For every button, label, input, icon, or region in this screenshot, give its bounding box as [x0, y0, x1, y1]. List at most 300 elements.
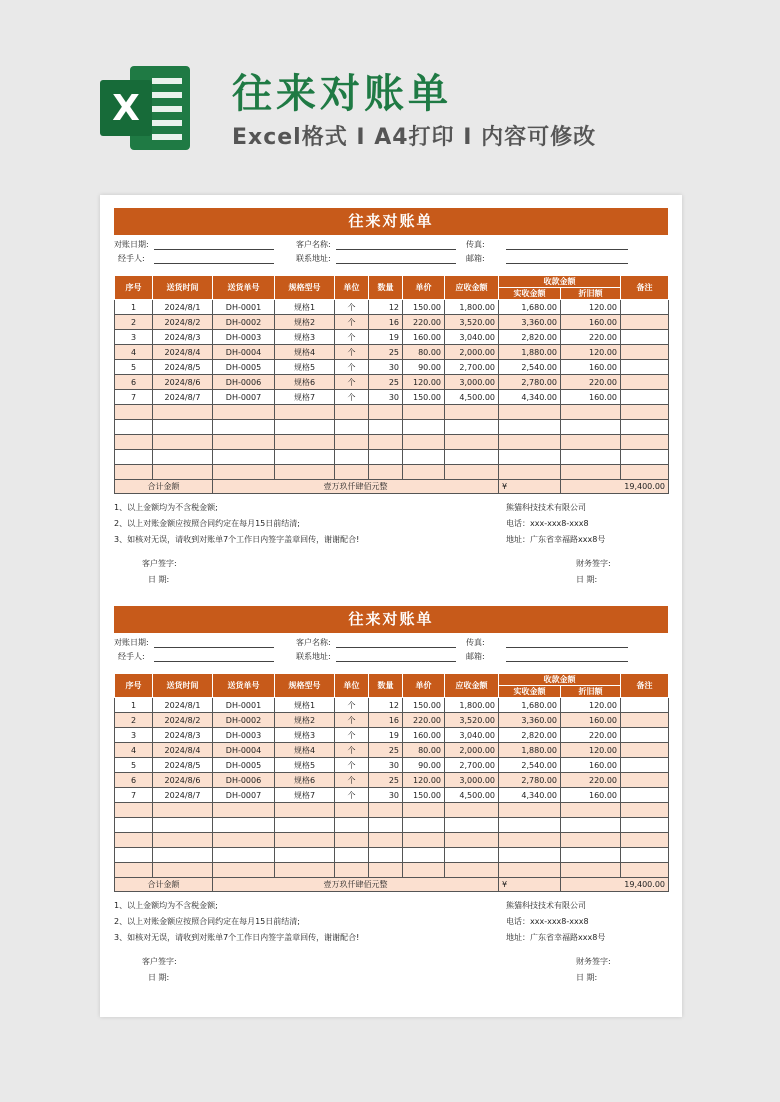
cell-seq — [115, 435, 153, 450]
table-row — [115, 833, 669, 848]
table-row — [115, 465, 669, 480]
cell-order — [213, 465, 275, 480]
cell-spec: 规格1 — [275, 698, 335, 713]
note-2: 2、以上对账金额应按照合同约定在每月15日前结清; — [114, 917, 300, 926]
cell-remark — [621, 788, 669, 803]
cell-seq — [115, 465, 153, 480]
cell-actual: 4,340.00 — [499, 390, 561, 405]
cell-discount — [561, 465, 621, 480]
cell-order: DH-0003 — [213, 728, 275, 743]
cell-receivable: 4,500.00 — [445, 390, 499, 405]
cell-spec: 规格4 — [275, 345, 335, 360]
table-row — [115, 330, 669, 345]
cell-seq: 3 — [115, 728, 153, 743]
cell-time — [153, 465, 213, 480]
cell-spec — [275, 848, 335, 863]
cell-order: DH-0004 — [213, 743, 275, 758]
cell-receivable — [445, 803, 499, 818]
cell-discount: 160.00 — [561, 360, 621, 375]
header-seq: 序号 — [115, 674, 153, 698]
cell-receivable: 2,700.00 — [445, 758, 499, 773]
cell-spec — [275, 833, 335, 848]
cell-spec — [275, 435, 335, 450]
cell-discount: 120.00 — [561, 698, 621, 713]
cell-qty — [369, 405, 403, 420]
header-received-group: 收款金额 — [499, 276, 621, 288]
cell-actual: 2,540.00 — [499, 360, 561, 375]
cell-time: 2024/8/1 — [153, 300, 213, 315]
cell-seq: 1 — [115, 698, 153, 713]
cell-remark — [621, 330, 669, 345]
cell-qty: 30 — [369, 758, 403, 773]
cell-remark — [621, 420, 669, 435]
cell-unit: 个 — [335, 315, 369, 330]
handler-label: 经手人: — [118, 652, 145, 661]
cell-qty: 25 — [369, 345, 403, 360]
cell-discount: 220.00 — [561, 375, 621, 390]
cell-price — [403, 465, 445, 480]
cell-order: DH-0001 — [213, 300, 275, 315]
cell-actual — [499, 450, 561, 465]
company-address: 地址：广东省幸福路xxx8号 — [506, 535, 606, 544]
cell-discount — [561, 863, 621, 878]
cell-remark — [621, 848, 669, 863]
cell-time: 2024/8/5 — [153, 360, 213, 375]
cell-order — [213, 803, 275, 818]
note-1: 1、以上金额均为不含税金额; — [114, 503, 218, 512]
cell-seq: 2 — [115, 713, 153, 728]
cell-qty — [369, 818, 403, 833]
finance-sign-label: 财务签字: — [576, 559, 611, 568]
cell-seq — [115, 863, 153, 878]
customer-sign-label: 客户签字: — [142, 957, 177, 966]
header-price: 单价 — [403, 276, 445, 300]
cell-receivable: 3,000.00 — [445, 375, 499, 390]
cell-spec: 规格5 — [275, 360, 335, 375]
statement-table — [114, 275, 669, 494]
header-order: 送货单号 — [213, 674, 275, 698]
cell-actual — [499, 435, 561, 450]
email-label: 邮箱: — [466, 652, 485, 661]
cell-order: DH-0006 — [213, 375, 275, 390]
cell-unit: 个 — [335, 698, 369, 713]
cell-discount — [561, 848, 621, 863]
cell-actual — [499, 405, 561, 420]
cell-unit — [335, 833, 369, 848]
fax-field[interactable] — [506, 647, 628, 648]
cell-time: 2024/8/2 — [153, 713, 213, 728]
cell-remark — [621, 698, 669, 713]
cell-price: 90.00 — [403, 360, 445, 375]
cell-actual: 3,360.00 — [499, 713, 561, 728]
cell-discount: 160.00 — [561, 788, 621, 803]
statement-info — [114, 633, 668, 667]
cell-discount — [561, 803, 621, 818]
customer-field[interactable] — [336, 249, 456, 250]
cell-receivable — [445, 848, 499, 863]
cell-unit — [335, 450, 369, 465]
cell-spec: 规格7 — [275, 390, 335, 405]
cell-qty — [369, 833, 403, 848]
cell-price: 150.00 — [403, 788, 445, 803]
cell-time: 2024/8/3 — [153, 728, 213, 743]
address-field[interactable] — [336, 263, 456, 264]
cell-discount — [561, 833, 621, 848]
cell-remark — [621, 743, 669, 758]
cell-remark — [621, 375, 669, 390]
cell-seq — [115, 818, 153, 833]
total-label: 合计金额 — [115, 480, 213, 494]
cell-unit — [335, 818, 369, 833]
cell-actual — [499, 863, 561, 878]
cell-actual: 1,680.00 — [499, 300, 561, 315]
cell-spec — [275, 420, 335, 435]
statement-notes — [114, 892, 668, 987]
total-currency: ¥ — [499, 480, 561, 494]
cell-actual — [499, 803, 561, 818]
cell-actual: 2,540.00 — [499, 758, 561, 773]
cell-spec: 规格2 — [275, 713, 335, 728]
total-currency: ¥ — [499, 878, 561, 892]
cell-actual: 4,340.00 — [499, 788, 561, 803]
statement-table — [114, 673, 669, 892]
cell-order: DH-0007 — [213, 390, 275, 405]
cell-spec — [275, 405, 335, 420]
table-row — [115, 345, 669, 360]
cell-qty: 30 — [369, 390, 403, 405]
cell-seq: 5 — [115, 360, 153, 375]
fax-label: 传真: — [466, 240, 485, 249]
table-row — [115, 300, 669, 315]
cell-price: 160.00 — [403, 330, 445, 345]
cell-receivable: 2,000.00 — [445, 743, 499, 758]
cell-unit — [335, 420, 369, 435]
cell-seq — [115, 420, 153, 435]
cell-seq: 7 — [115, 390, 153, 405]
total-amount: 19,400.00 — [561, 878, 669, 892]
cell-unit — [335, 465, 369, 480]
cell-receivable: 1,800.00 — [445, 698, 499, 713]
note-3: 3、如核对无误，请收到对账单7个工作日内签字盖章回传，谢谢配合! — [114, 933, 360, 942]
cell-receivable: 3,040.00 — [445, 728, 499, 743]
date-field[interactable] — [154, 647, 274, 648]
cell-qty — [369, 863, 403, 878]
cell-order — [213, 450, 275, 465]
cell-discount — [561, 435, 621, 450]
company-address: 地址：广东省幸福路xxx8号 — [506, 933, 606, 942]
handler-field[interactable] — [154, 263, 274, 264]
cell-qty — [369, 420, 403, 435]
cell-remark — [621, 833, 669, 848]
cell-price: 150.00 — [403, 390, 445, 405]
cell-price — [403, 833, 445, 848]
cell-seq: 5 — [115, 758, 153, 773]
table-row — [115, 728, 669, 743]
cell-spec: 规格3 — [275, 728, 335, 743]
header-spec: 规格型号 — [275, 276, 335, 300]
cell-remark — [621, 315, 669, 330]
handler-field[interactable] — [154, 661, 274, 662]
cell-remark — [621, 758, 669, 773]
cell-time — [153, 405, 213, 420]
cell-price — [403, 803, 445, 818]
cell-seq — [115, 450, 153, 465]
total-words: 壹万玖仟肆佰元整 — [213, 878, 499, 892]
cell-seq — [115, 848, 153, 863]
cell-time: 2024/8/2 — [153, 315, 213, 330]
cell-price: 80.00 — [403, 743, 445, 758]
header-seq: 序号 — [115, 276, 153, 300]
company-name: 熊猫科技技术有限公司 — [506, 901, 586, 910]
total-amount: 19,400.00 — [561, 480, 669, 494]
table-row — [115, 713, 669, 728]
cell-order: DH-0002 — [213, 713, 275, 728]
cell-order: DH-0002 — [213, 315, 275, 330]
customer-label: 客户名称: — [296, 240, 331, 249]
cell-receivable: 4,500.00 — [445, 788, 499, 803]
email-label: 邮箱: — [466, 254, 485, 263]
cell-receivable — [445, 833, 499, 848]
statement-lower — [114, 606, 668, 987]
cell-price — [403, 420, 445, 435]
cell-discount: 160.00 — [561, 758, 621, 773]
cell-price: 80.00 — [403, 345, 445, 360]
cell-spec — [275, 818, 335, 833]
cell-time — [153, 818, 213, 833]
email-field[interactable] — [506, 661, 628, 662]
header-actual: 实收金额 — [499, 288, 561, 300]
cell-unit — [335, 435, 369, 450]
date-label: 对账日期: — [114, 240, 149, 249]
cell-time — [153, 833, 213, 848]
cell-qty — [369, 848, 403, 863]
cell-actual: 1,680.00 — [499, 698, 561, 713]
customer-sign-label: 客户签字: — [142, 559, 177, 568]
cell-discount: 160.00 — [561, 315, 621, 330]
cell-time — [153, 803, 213, 818]
cell-unit: 个 — [335, 713, 369, 728]
header-remark: 备注 — [621, 276, 669, 300]
finance-date-label: 日 期: — [576, 575, 598, 584]
cell-remark — [621, 728, 669, 743]
cell-remark — [621, 465, 669, 480]
cell-actual — [499, 465, 561, 480]
cell-seq: 2 — [115, 315, 153, 330]
cell-actual: 1,880.00 — [499, 345, 561, 360]
table-row — [115, 420, 669, 435]
table-row — [115, 773, 669, 788]
handler-label: 经手人: — [118, 254, 145, 263]
cell-spec: 规格7 — [275, 788, 335, 803]
cell-discount: 160.00 — [561, 713, 621, 728]
cell-price: 220.00 — [403, 315, 445, 330]
header-unit: 单位 — [335, 674, 369, 698]
table-row — [115, 758, 669, 773]
cell-time: 2024/8/4 — [153, 743, 213, 758]
cell-actual — [499, 420, 561, 435]
cell-remark — [621, 818, 669, 833]
customer-field[interactable] — [336, 647, 456, 648]
cell-spec — [275, 465, 335, 480]
cell-time: 2024/8/7 — [153, 788, 213, 803]
cell-order — [213, 405, 275, 420]
cell-price: 160.00 — [403, 728, 445, 743]
cell-actual — [499, 848, 561, 863]
table-row — [115, 863, 669, 878]
cell-receivable: 2,700.00 — [445, 360, 499, 375]
date-field[interactable] — [154, 249, 274, 250]
cell-price: 220.00 — [403, 713, 445, 728]
cell-time: 2024/8/6 — [153, 375, 213, 390]
cell-time: 2024/8/7 — [153, 390, 213, 405]
cell-order — [213, 833, 275, 848]
cell-seq — [115, 803, 153, 818]
cell-seq — [115, 833, 153, 848]
logo-letter: X — [112, 88, 140, 129]
cell-spec: 规格2 — [275, 315, 335, 330]
customer-label: 客户名称: — [296, 638, 331, 647]
cell-time: 2024/8/3 — [153, 330, 213, 345]
banner-subtitle: Excel格式 I A4打印 I 内容可修改 — [232, 125, 597, 150]
table-row — [115, 803, 669, 818]
cell-qty: 19 — [369, 728, 403, 743]
cell-actual — [499, 833, 561, 848]
cell-receivable — [445, 465, 499, 480]
cell-unit: 个 — [335, 773, 369, 788]
cell-price: 90.00 — [403, 758, 445, 773]
header-receivable: 应收金额 — [445, 276, 499, 300]
total-row — [115, 480, 669, 494]
address-field[interactable] — [336, 661, 456, 662]
cell-actual — [499, 818, 561, 833]
statement-notes — [114, 494, 668, 589]
cell-price: 120.00 — [403, 773, 445, 788]
cell-qty — [369, 803, 403, 818]
cell-price — [403, 450, 445, 465]
fax-label: 传真: — [466, 638, 485, 647]
cell-price: 120.00 — [403, 375, 445, 390]
table-row — [115, 450, 669, 465]
cell-receivable: 2,000.00 — [445, 345, 499, 360]
cell-unit — [335, 863, 369, 878]
cell-unit — [335, 803, 369, 818]
cell-qty: 25 — [369, 743, 403, 758]
cell-discount: 220.00 — [561, 773, 621, 788]
total-row — [115, 878, 669, 892]
cell-price — [403, 818, 445, 833]
cell-unit: 个 — [335, 743, 369, 758]
cell-remark — [621, 390, 669, 405]
statement-title: 往来对账单 — [114, 606, 668, 633]
cell-unit: 个 — [335, 330, 369, 345]
date-label: 对账日期: — [114, 638, 149, 647]
cell-time — [153, 450, 213, 465]
cell-price — [403, 435, 445, 450]
cell-order: DH-0004 — [213, 345, 275, 360]
cell-remark — [621, 405, 669, 420]
cell-remark — [621, 360, 669, 375]
cell-spec — [275, 450, 335, 465]
cell-spec — [275, 863, 335, 878]
cell-qty: 25 — [369, 773, 403, 788]
cell-remark — [621, 435, 669, 450]
cell-unit: 个 — [335, 345, 369, 360]
cell-spec: 规格6 — [275, 773, 335, 788]
header-received-group: 收款金额 — [499, 674, 621, 686]
cell-actual: 1,880.00 — [499, 743, 561, 758]
cell-seq — [115, 405, 153, 420]
header-receivable: 应收金额 — [445, 674, 499, 698]
cell-time: 2024/8/5 — [153, 758, 213, 773]
cell-order: DH-0001 — [213, 698, 275, 713]
address-label: 联系地址: — [296, 254, 331, 263]
cell-qty — [369, 465, 403, 480]
cell-seq: 4 — [115, 345, 153, 360]
header-qty: 数量 — [369, 276, 403, 300]
statement-upper — [114, 208, 668, 589]
cell-unit: 个 — [335, 728, 369, 743]
cell-time: 2024/8/6 — [153, 773, 213, 788]
header-remark: 备注 — [621, 674, 669, 698]
cell-order — [213, 863, 275, 878]
statement-title: 往来对账单 — [114, 208, 668, 235]
cell-unit — [335, 848, 369, 863]
promo-header — [0, 0, 780, 180]
header-actual: 实收金额 — [499, 686, 561, 698]
cell-receivable: 3,520.00 — [445, 713, 499, 728]
finance-sign-label: 财务签字: — [576, 957, 611, 966]
cell-discount: 120.00 — [561, 345, 621, 360]
cell-receivable — [445, 863, 499, 878]
cell-discount: 220.00 — [561, 330, 621, 345]
fax-field[interactable] — [506, 249, 628, 250]
cell-discount: 120.00 — [561, 300, 621, 315]
cell-receivable — [445, 450, 499, 465]
cell-time: 2024/8/1 — [153, 698, 213, 713]
cell-remark — [621, 450, 669, 465]
email-field[interactable] — [506, 263, 628, 264]
cell-discount — [561, 420, 621, 435]
cell-qty: 12 — [369, 300, 403, 315]
cell-price — [403, 405, 445, 420]
cell-remark — [621, 713, 669, 728]
cell-seq: 3 — [115, 330, 153, 345]
table-row — [115, 375, 669, 390]
cell-remark — [621, 345, 669, 360]
cell-qty: 25 — [369, 375, 403, 390]
header-unit: 单位 — [335, 276, 369, 300]
table-row — [115, 360, 669, 375]
table-row — [115, 743, 669, 758]
sign-date-label: 日 期: — [148, 575, 170, 584]
cell-spec: 规格3 — [275, 330, 335, 345]
note-3: 3、如核对无误，请收到对账单7个工作日内签字盖章回传，谢谢配合! — [114, 535, 360, 544]
cell-qty: 30 — [369, 360, 403, 375]
excel-logo-icon — [100, 62, 192, 154]
cell-actual: 2,820.00 — [499, 728, 561, 743]
cell-time — [153, 420, 213, 435]
cell-time: 2024/8/4 — [153, 345, 213, 360]
cell-receivable: 1,800.00 — [445, 300, 499, 315]
cell-qty: 16 — [369, 315, 403, 330]
cell-unit: 个 — [335, 360, 369, 375]
cell-seq: 6 — [115, 375, 153, 390]
cell-qty — [369, 435, 403, 450]
cell-receivable: 3,040.00 — [445, 330, 499, 345]
header-qty: 数量 — [369, 674, 403, 698]
cell-receivable: 3,000.00 — [445, 773, 499, 788]
cell-seq: 6 — [115, 773, 153, 788]
